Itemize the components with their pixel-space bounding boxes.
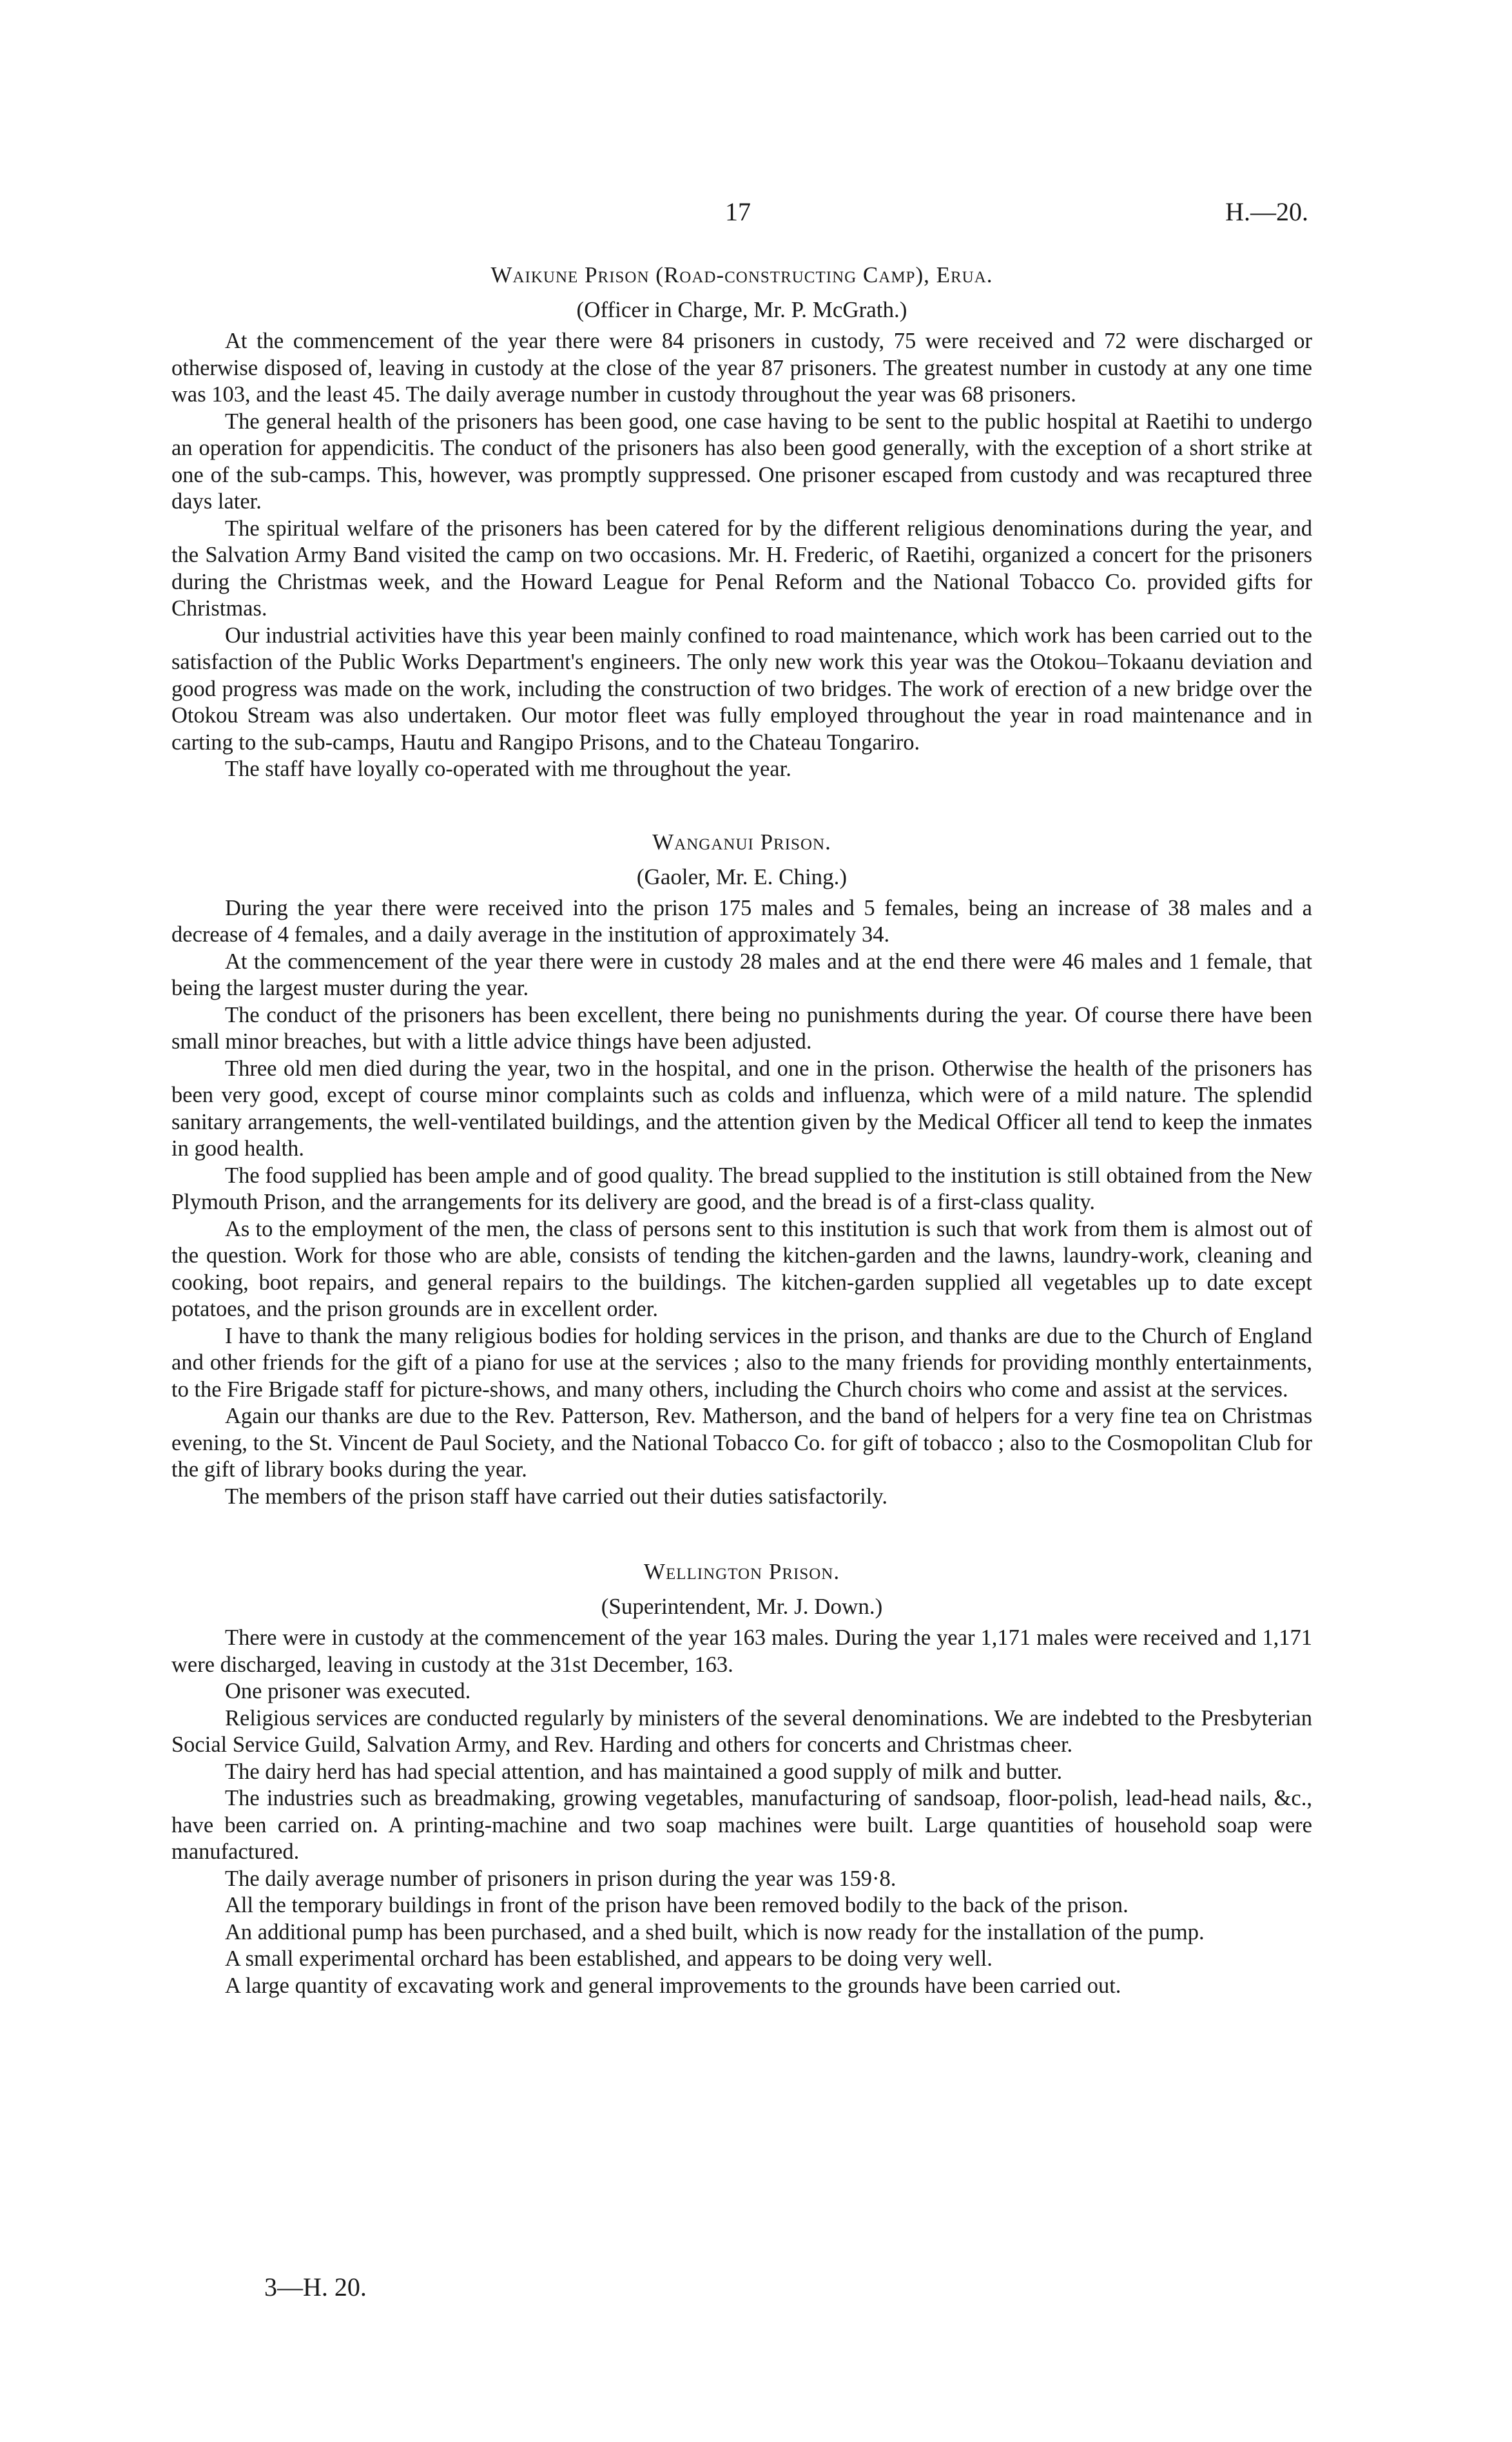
paragraph: A large quantity of excavating work and general improvements to the grounds have been carried out.: [225, 1973, 1121, 1998]
paragraph: As to the employment of the men, the class of persons sent to this institution is such that work from them is almost out of the question. Work for those who are able, consists of tending the kitchen-garden and the lawns, laundry-work, cleaning and cooking, boot repairs, and general repairs to the buildings. The kitchen-garden supplied all vegetables up to date except potatoes, and the prison grounds are in excellent order.: [171, 1216, 1312, 1321]
paragraph: The industries such as breadmaking, growing vegetables, manufacturing of sandsoap, floor-polish, lead-head nails, &c., have been carried on. A printing-machine and two soap machines were built. Large quantities of household soap were manufactured.: [171, 1786, 1312, 1864]
section-waikune-prison: [171, 261, 1312, 783]
section-wanganui-prison: [171, 828, 1312, 1511]
paragraph: Religious services are conducted regularly by ministers of the several denominations. We are indebted to the Presbyterian Social Service Guild, Salvation Army, and Rev. Harding and others for concerts and Christmas cheer.: [171, 1705, 1312, 1757]
paragraph: The spiritual welfare of the prisoners has been catered for by the different religious denominations during the year, and the Salvation Army Band visited the camp on two occasions. Mr. H. Frederic, of Raetihi, organized a concert for the prisoners during the Christmas week, and the Howard League for Penal Reform and the National Tobacco Co. provided gifts for Christmas.: [171, 516, 1312, 621]
document-code: H.—20.: [1225, 197, 1308, 226]
paragraph: The daily average number of prisoners in prison during the year was 159·8.: [225, 1866, 897, 1891]
paragraph: At the commencement of the year there were 84 prisoners in custody, 75 were received and 72 were discharged or otherwise disposed of, leaving in custody at the close of the year 87 prisoners. The greatest number in custody at any one time was 103, and the least 45. The daily average number in custody throughout the year was 68 prisoners.: [171, 329, 1312, 407]
paragraph: Three old men died during the year, two in the hospital, and one in the prison. Otherwise the health of the prisoners has been very good, except of course minor complaints such as colds and influenza, which were of a mild nature. The splendid sanitary arrangements, the well-ventilated buildings, and the attention given by the Medical Officer all tend to keep the inmates in good health.: [171, 1056, 1312, 1161]
paragraph: A small experimental orchard has been established, and appears to be doing very well.: [225, 1946, 993, 1971]
paragraph: The general health of the prisoners has been good, one case having to be sent to the public hospital at Raetihi to undergo an operation for appendicitis. The conduct of the prisoners has also been good generally, with the exception of a short strike at one of the sub-camps. This, however, was promptly suppressed. One prisoner escaped from custody and was recaptured three days later.: [171, 409, 1312, 514]
section-heading: Wanganui Prison.: [652, 829, 831, 855]
paragraph: The staff have loyally co-operated with me throughout the year.: [225, 757, 791, 781]
paragraph: I have to thank the many religious bodies for holding services in the prison, and thanks are due to the Church of England and other friends for the gift of a piano for use at the services ; also to the many friends for providing monthly entertainments, to the Fire Brigade staff for picture-shows, and many others, including the Church choirs who come and assist at the services.: [171, 1323, 1312, 1402]
paragraph: All the temporary buildings in front of the prison have been removed bodily to the back of the prison.: [225, 1893, 1129, 1917]
paragraph: The members of the prison staff have carried out their duties satisfactorily.: [225, 1484, 887, 1509]
section-subheading: (Gaoler, Mr. E. Ching.): [636, 864, 848, 889]
paragraph: Our industrial activities have this year been mainly confined to road maintenance, which work has been carried out to the satisfaction of the Public Works Department's engineers. The only new work this year was the Otokou–Tokaanu deviation and good progress was made on the work, including the construction of two bridges. The work of erection of a new bridge over the Otokou Stream was also undertaken. Our motor fleet was fully employed throughout the year in road maintenance and in carting to the sub-camps, Hautu and Rangipo Prisons, and to the Chateau Tongariro.: [171, 623, 1312, 755]
paragraph: There were in custody at the commencement of the year 163 males. During the year 1,171 males were received and 1,171 were discharged, leaving in custody at the 31st December, 163.: [171, 1625, 1312, 1677]
paragraph: During the year there were received into the prison 175 males and 5 females, being an increase of 38 males and a decrease of 4 females, and a daily average in the institution of approximately 34.: [171, 895, 1312, 947]
paragraph: Again our thanks are due to the Rev. Patterson, Rev. Matherson, and the band of helpers for a very fine tea on Christmas evening, to the St. Vincent de Paul Society, and the National Tobacco Co. for gift of tobacco ; also to the Cosmopolitan Club for the gift of library books during the year.: [171, 1404, 1312, 1482]
page-number: 17: [725, 197, 751, 226]
section-subheading: (Superintendent, Mr. J. Down.): [601, 1594, 883, 1619]
page-body: [171, 261, 1312, 1999]
paragraph: An additional pump has been purchased, and a shed built, which is now ready for the installation of the pump.: [225, 1919, 1205, 1944]
section-heading: Waikune Prison (Road-constructing Camp), Erua.: [490, 262, 993, 287]
section-wellington-prison: [171, 1558, 1312, 1999]
paragraph: The food supplied has been ample and of good quality. The bread supplied to the institution is still obtained from the New Plymouth Prison, and the arrangements for its delivery are good, and the bread is of a first-class quality.: [171, 1163, 1312, 1214]
paragraph: The dairy herd has had special attention, and has maintained a good supply of milk and butter.: [225, 1759, 1063, 1784]
section-heading: Wellington Prison.: [643, 1559, 840, 1584]
section-subheading: (Officer in Charge, Mr. P. McGrath.): [576, 297, 907, 322]
paragraph: The conduct of the prisoners has been excellent, there being no punishments during the year. Of course there have been small minor breaches, but with a little advice things have been adjusted.: [171, 1002, 1312, 1054]
paragraph: One prisoner was executed.: [225, 1679, 471, 1703]
paragraph: At the commencement of the year there were in custody 28 males and at the end there were 46 males and 1 female, that being the largest muster during the year.: [171, 949, 1312, 1000]
footer-sheet-code: 3—H. 20.: [264, 2272, 367, 2301]
